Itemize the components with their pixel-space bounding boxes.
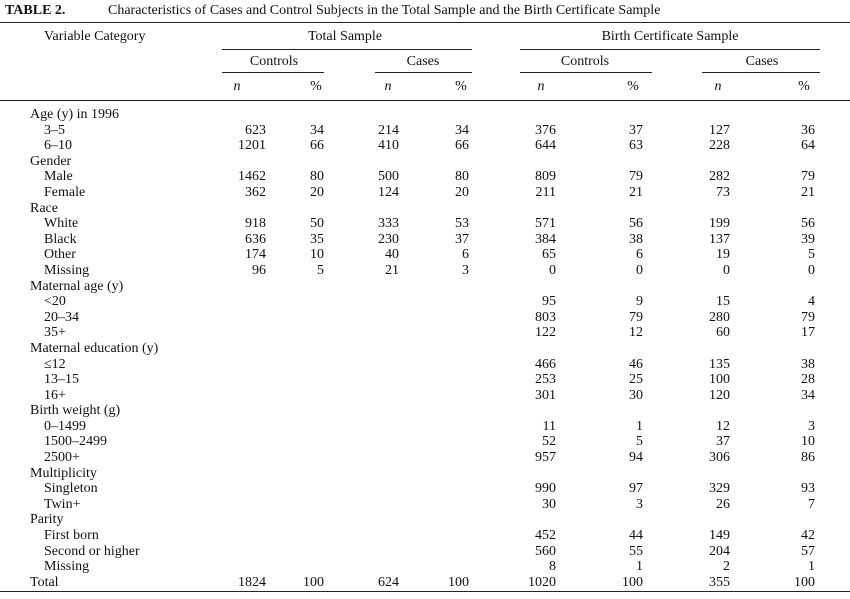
row-sublabel: 3–5 [44,122,65,138]
table-cell: 644 [535,138,556,154]
table-row [0,232,850,248]
table-cell: 282 [709,169,730,185]
table-cell: 1 [636,418,643,434]
table-cell: 79 [629,169,643,185]
table-cell: 34 [455,122,469,138]
row-category-label: Gender [30,153,72,169]
table-cell: 127 [709,122,730,138]
table-cell: 376 [535,122,556,138]
row-sublabel: 20–34 [44,309,79,325]
table-row [0,403,850,419]
table-cell: 122 [535,325,556,341]
header-pct: % [627,79,639,94]
table-cell: 204 [709,543,730,559]
table-cell: 52 [542,434,556,450]
table-cell: 1201 [238,138,266,154]
table-cell: 1 [808,559,815,575]
table-cell: 40 [385,247,399,263]
table-cell: 66 [310,138,324,154]
row-sublabel: Twin+ [44,496,81,512]
table-cell: 53 [455,216,469,232]
table-cell: 301 [535,387,556,403]
header-n: n [714,79,722,94]
table-row [0,325,850,341]
table-title: Characteristics of Cases and Control Subjects in the Total Sample and the Birth Certificate Sample [108,3,661,18]
table-cell: 79 [629,309,643,325]
row-category-label: Maternal education (y) [30,340,159,356]
row-sublabel: <20 [44,294,66,310]
table-cell: 55 [629,543,643,559]
table-cell: 803 [535,309,556,325]
header-pct: % [798,79,810,94]
table-row [0,528,850,544]
top-rule [0,22,850,23]
header-n: n [384,79,392,94]
table-cell: 86 [801,450,815,466]
row-sublabel: Missing [44,559,90,575]
table-cell: 500 [378,169,399,185]
table-cell: 230 [378,231,399,247]
table-cell: 410 [378,138,399,154]
header-pct: % [310,79,322,94]
table-cell: 3 [462,262,469,278]
table-cell: 384 [535,231,556,247]
table-cell: 66 [455,138,469,154]
table-cell: 36 [801,122,815,138]
table-cell: 20 [310,184,324,200]
table-cell: 0 [723,262,730,278]
row-sublabel: White [44,216,79,232]
table-cell: 0 [549,262,556,278]
table-row [0,201,850,217]
table-cell: 199 [709,216,730,232]
table-cell: 95 [542,294,556,310]
table-cell: 50 [310,216,324,232]
table-row [0,294,850,310]
table-row [0,466,850,482]
table-row [0,123,850,139]
total-sample-rule [222,49,472,50]
table-cell: 12 [716,418,730,434]
table-row [0,497,850,513]
table-cell: 57 [801,543,815,559]
table-cell: 306 [709,450,730,466]
table-cell: 1824 [238,574,266,590]
table-row [0,185,850,201]
table-cell: 21 [629,184,643,200]
header-total-sample: Total Sample [307,29,383,44]
table-cell: 135 [709,356,730,372]
table-row [0,263,850,279]
table-cell: 466 [535,356,556,372]
table-row [0,310,850,326]
bottom-rule [0,591,850,592]
table-cell: 6 [462,247,469,263]
table-cell: 39 [801,231,815,247]
table-cell: 15 [716,294,730,310]
table-cell: 21 [385,262,399,278]
row-sublabel: 1500–2499 [44,434,107,450]
row-sublabel: 13–15 [44,372,79,388]
table-cell: 34 [310,122,324,138]
table-cell: 624 [378,574,399,590]
table-cell: 97 [629,481,643,497]
table-cell: 21 [801,184,815,200]
table-cell: 64 [801,138,815,154]
table-cell: 30 [629,387,643,403]
row-sublabel: Male [44,169,73,185]
table-row [0,357,850,373]
table-cell: 3 [636,496,643,512]
table-cell: 94 [629,450,643,466]
table-cell: 253 [535,372,556,388]
table-cell: 100 [794,574,815,590]
row-sublabel: Black [44,231,77,247]
table-row [0,341,850,357]
table-cell: 6 [636,247,643,263]
birth-certificate-rule [520,49,820,50]
row-sublabel: ≤12 [44,356,66,372]
table-cell: 37 [629,122,643,138]
table-row [0,512,850,528]
header-n: n [233,79,241,94]
table-cell: 100 [622,574,643,590]
table-cell: 452 [535,528,556,544]
table-cell: 3 [808,418,815,434]
table-row [0,481,850,497]
table-row [0,216,850,232]
table-row [0,154,850,170]
table-cell: 5 [808,247,815,263]
table-cell: 9 [636,294,643,310]
table-row [0,388,850,404]
table-cell: 560 [535,543,556,559]
header-n: n [537,79,545,94]
table-cell: 34 [801,387,815,403]
table-cell: 211 [535,184,556,200]
total-controls-rule [222,72,324,73]
row-sublabel: 35+ [44,325,66,341]
table-cell: 636 [245,231,266,247]
table-row [0,575,850,591]
table-row [0,372,850,388]
row-category-label: Age (y) in 1996 [30,107,120,122]
table-cell: 228 [709,138,730,154]
bc-cases-rule [702,72,820,73]
table-cell: 46 [629,356,643,372]
table-cell: 355 [709,574,730,590]
table-cell: 65 [542,247,556,263]
table-cell: 362 [245,184,266,200]
table-cell: 93 [801,481,815,497]
table-cell: 12 [629,325,643,341]
table-cell: 38 [629,231,643,247]
table-cell: 918 [245,216,266,232]
table-cell: 100 [303,574,324,590]
row-sublabel: Other [44,247,76,263]
table-caption [5,3,661,19]
row-sublabel: 2500+ [44,450,80,466]
table-cell: 42 [801,528,815,544]
table-cell: 571 [535,216,556,232]
table-cell: 63 [629,138,643,154]
table-cell: 30 [542,496,556,512]
table-row [0,107,850,123]
table-cell: 79 [801,309,815,325]
table-cell: 79 [801,169,815,185]
table-cell: 26 [716,496,730,512]
table-cell: 174 [245,247,266,263]
bc-controls-rule [520,72,652,73]
header-variable-category: Variable Category [44,29,146,44]
row-sublabel: 0–1499 [44,418,86,434]
table-cell: 28 [801,372,815,388]
table-cell: 329 [709,481,730,497]
table-cell: 809 [535,169,556,185]
table-cell: 25 [629,372,643,388]
table-cell: 120 [709,387,730,403]
table-cell: 35 [310,231,324,247]
table-cell: 0 [636,262,643,278]
table-cell: 333 [378,216,399,232]
table-row [0,169,850,185]
table-cell: 80 [310,169,324,185]
row-sublabel: Female [44,184,86,200]
table-cell: 10 [310,247,324,263]
table-cell: 7 [808,496,815,512]
table-cell: 56 [801,216,815,232]
table-number: TABLE 2. [5,3,66,18]
table-row [0,434,850,450]
header-bottom-rule [0,100,850,101]
table-cell: 1462 [238,169,266,185]
table-cell: 5 [317,262,324,278]
row-category-label: Total [30,574,59,590]
table-cell: 11 [542,418,556,434]
table-cell: 38 [801,356,815,372]
row-sublabel: 16+ [44,387,66,403]
row-sublabel: First born [44,528,99,544]
row-category-label: Multiplicity [30,465,97,481]
row-category-label: Parity [30,512,64,528]
row-sublabel: Missing [44,262,90,278]
table-body [0,107,850,590]
header-birth-certificate-sample: Birth Certificate Sample [601,29,739,44]
table-cell: 96 [252,262,266,278]
table-cell: 0 [808,262,815,278]
table-cell: 10 [801,434,815,450]
table-row [0,559,850,575]
total-cases-rule [375,72,472,73]
table-row [0,419,850,435]
table-cell: 2 [723,559,730,575]
header-bc-controls: Controls [560,54,610,69]
table-cell: 44 [629,528,643,544]
header-total-controls: Controls [249,54,299,69]
header-total-cases: Cases [406,54,440,69]
table-cell: 280 [709,309,730,325]
table-cell: 56 [629,216,643,232]
table-cell: 1 [636,559,643,575]
table-cell: 5 [636,434,643,450]
table-cell: 19 [716,247,730,263]
table-cell: 100 [448,574,469,590]
table-row [0,544,850,560]
row-category-label: Birth weight (g) [30,403,121,419]
table-cell: 37 [716,434,730,450]
table-cell: 8 [549,559,556,575]
row-sublabel: Singleton [44,481,98,497]
table-cell: 20 [455,184,469,200]
table-row [0,279,850,295]
table-cell: 149 [709,528,730,544]
row-sublabel: 6–10 [44,138,72,154]
table-cell: 990 [535,481,556,497]
row-sublabel: Second or higher [44,543,140,559]
table-cell: 17 [801,325,815,341]
table-cell: 100 [709,372,730,388]
row-category-label: Race [30,200,58,216]
table-cell: 73 [716,184,730,200]
table-cell: 4 [808,294,815,310]
table-cell: 214 [378,122,399,138]
table-row [0,138,850,154]
table-cell: 124 [378,184,399,200]
table-cell: 957 [535,450,556,466]
table-row [0,450,850,466]
header-bc-cases: Cases [745,54,779,69]
table-cell: 60 [716,325,730,341]
table-cell: 137 [709,231,730,247]
table-cell: 80 [455,169,469,185]
row-category-label: Maternal age (y) [30,278,124,294]
table-cell: 1020 [528,574,556,590]
header-pct: % [455,79,467,94]
table-cell: 623 [245,122,266,138]
table-row [0,247,850,263]
table-cell: 37 [455,231,469,247]
